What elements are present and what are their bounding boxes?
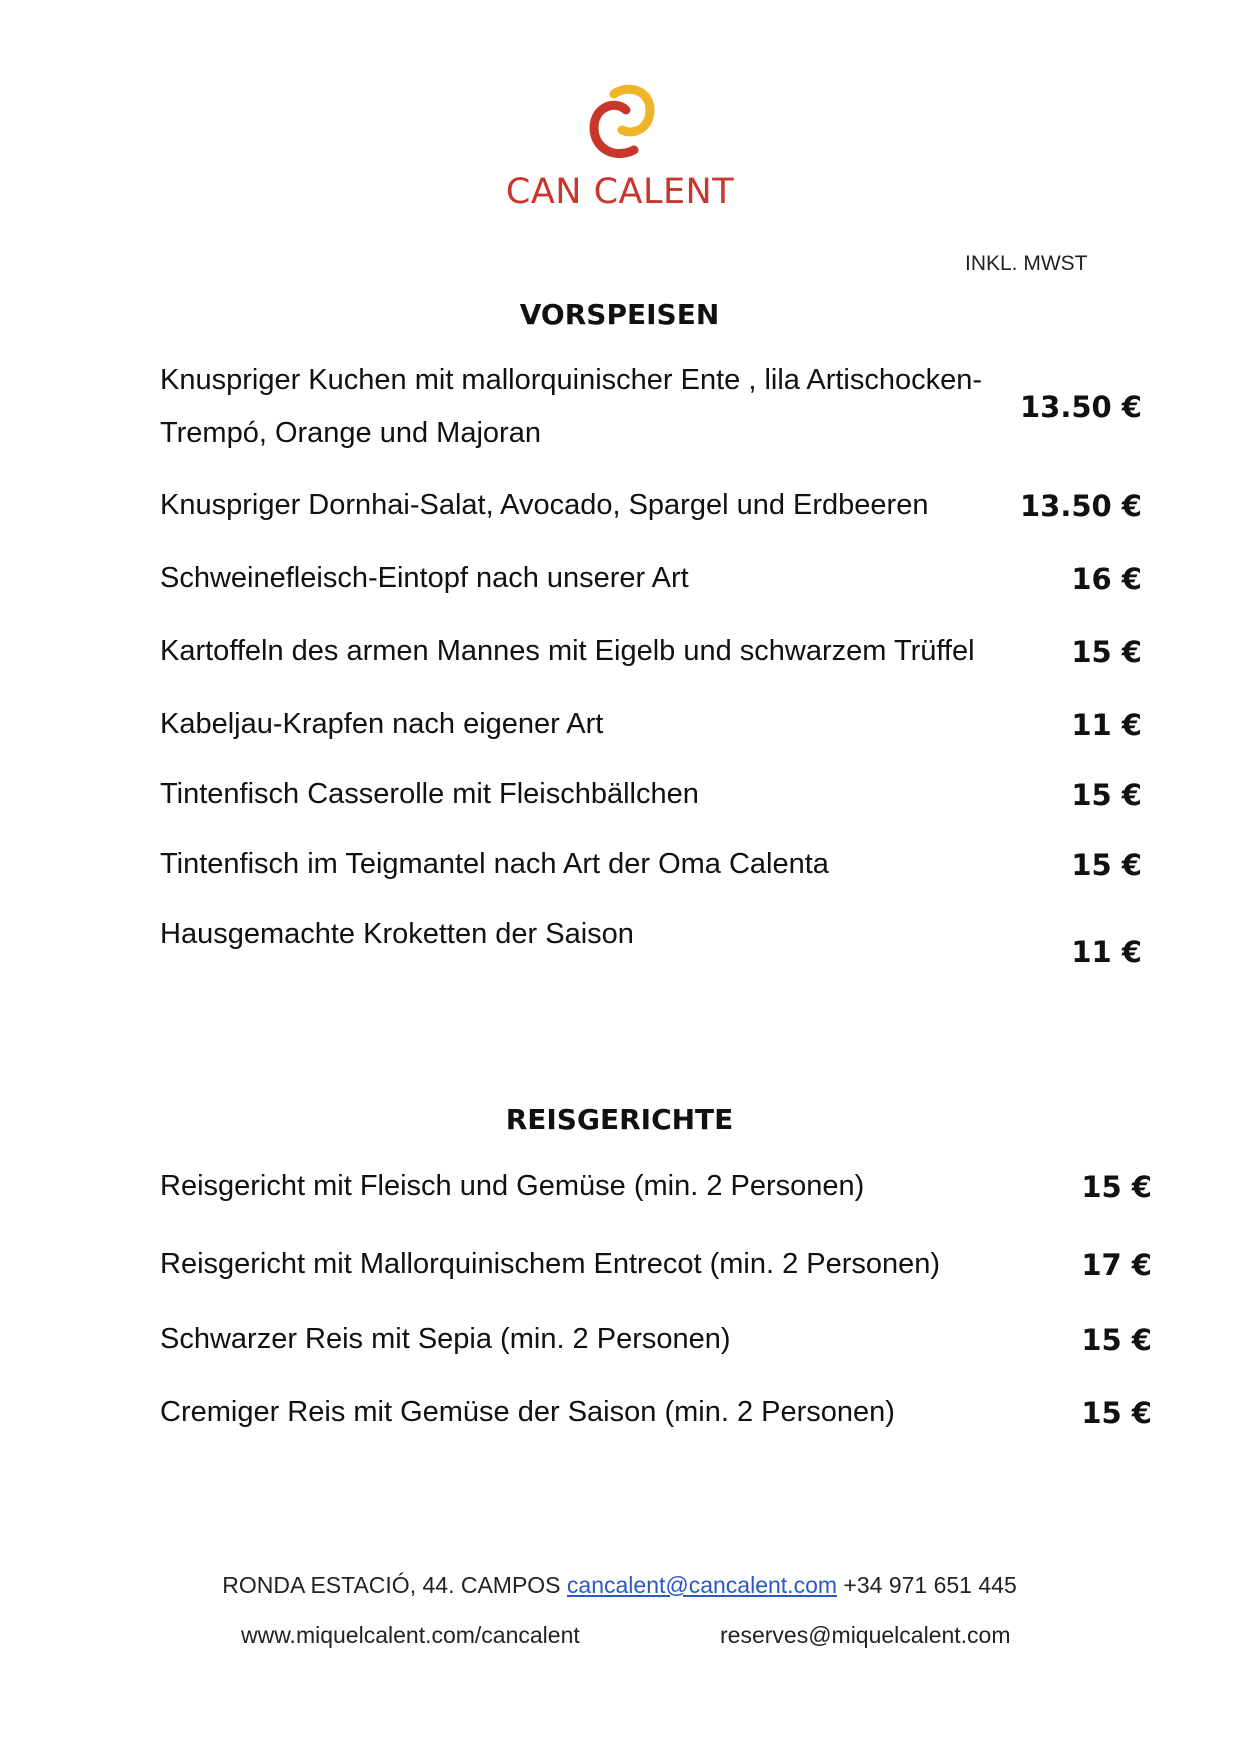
menu-item-name: Knuspriger Dornhai-Salat, Avocado, Spargel und Erdbeeren [160, 489, 929, 521]
menu-item-price: 16 € [1071, 562, 1142, 596]
menu-item-name-continued: Trempó, Orange und Majoran [160, 417, 541, 449]
menu-item-price: 15 € [1081, 1323, 1152, 1357]
menu-item-name: Tintenfisch Casserolle mit Fleischbällchen [160, 778, 699, 810]
menu-item-price: 11 € [1071, 935, 1142, 969]
footer-reservations-email[interactable]: reserves@miquelcalent.com [720, 1622, 1011, 1648]
menu-item-price: 15 € [1071, 848, 1142, 882]
footer-phone: +34 971 651 445 [843, 1572, 1017, 1598]
footer-address: RONDA ESTACIÓ, 44. CAMPOS [222, 1572, 561, 1598]
menu-item-price: 13.50 € [1019, 390, 1142, 424]
menu-item-price: 11 € [1071, 708, 1142, 742]
menu-item-name: Schweinefleisch-Eintopf nach unserer Art [160, 562, 689, 594]
menu-item-price: 15 € [1071, 778, 1142, 812]
menu-item-name: Reisgericht mit Fleisch und Gemüse (min. 2 Personen) [160, 1170, 865, 1202]
tax-included-note: INKL. MWST [965, 252, 1088, 275]
menu-item-name: Kabeljau-Krapfen nach eigener Art [160, 708, 604, 740]
menu-item-name: Reisgericht mit Mallorquinischem Entrecot (min. 2 Personen) [160, 1248, 941, 1280]
menu-item-price: 15 € [1081, 1170, 1152, 1204]
footer-contact-line [0, 1572, 1239, 1599]
section-title-reisgerichte: REISGERICHTE [505, 1103, 734, 1136]
menu-item-price: 15 € [1071, 635, 1142, 669]
menu-item-price: 13.50 € [1019, 489, 1142, 523]
menu-item-name: Schwarzer Reis mit Sepia (min. 2 Personen) [160, 1323, 731, 1355]
footer-email-link[interactable]: cancalent@cancalent.com [566, 1572, 838, 1598]
menu-item-price: 17 € [1081, 1248, 1152, 1282]
can-calent-swirl-icon [580, 80, 660, 170]
menu-item-name: Tintenfisch im Teigmantel nach Art der Oma Calenta [160, 848, 829, 880]
menu-item-name: Kartoffeln des armen Mannes mit Eigelb und schwarzem Trüffel [160, 635, 975, 667]
brand-name: CAN CALENT [505, 172, 735, 212]
menu-item-name: Cremiger Reis mit Gemüse der Saison (min. 2 Personen) [160, 1396, 895, 1428]
menu-item-name: Hausgemachte Kroketten der Saison [160, 918, 634, 950]
brand-logo [500, 80, 740, 220]
section-title-vorspeisen: VORSPEISEN [519, 298, 720, 331]
menu-item-price: 15 € [1081, 1396, 1152, 1430]
footer-website[interactable]: www.miquelcalent.com/cancalent [241, 1622, 580, 1648]
menu-item-name: Knuspriger Kuchen mit mallorquinischer Ente , lila Artischocken- [160, 364, 983, 396]
